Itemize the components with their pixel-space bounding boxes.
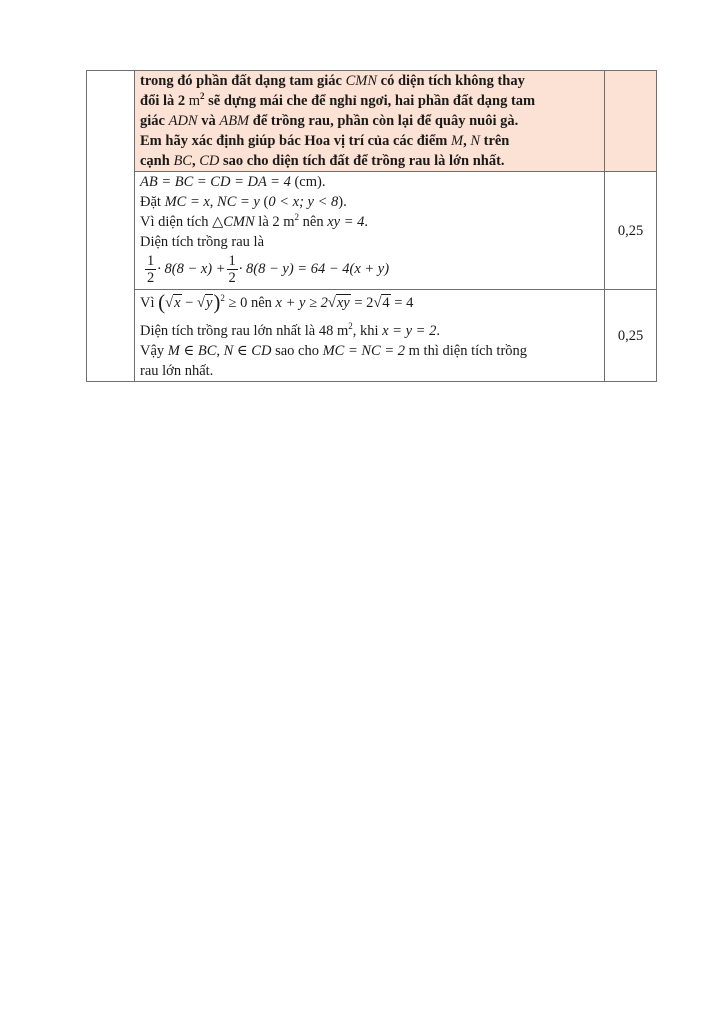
- math-var: CD: [199, 153, 220, 169]
- problem-score-cell: [605, 71, 657, 172]
- math-expr: 0 < x; y < 8: [268, 194, 339, 210]
- math-var: N: [470, 133, 480, 149]
- score-cell-1: 0,25: [605, 172, 657, 290]
- solution-2-line-1: Vì $(√x - √y)^2 \ge 0$ nên x + y ≥ 2√xy = 2√4 = 4: [140, 290, 414, 314]
- math-expr: x + y ≥ 2: [275, 295, 328, 311]
- text: = 2: [354, 295, 374, 311]
- math-var: ABM: [219, 113, 250, 129]
- question-number-cell: [87, 71, 135, 382]
- text: nên: [302, 214, 324, 230]
- text: Vì: [140, 295, 155, 311]
- solution-row-1: [87, 172, 657, 290]
- solution-1-line-1: [140, 172, 599, 192]
- text: sẽ dựng mái che để nghỉ ngơi, hai phần đất dạng tam: [208, 93, 536, 109]
- text: trên: [483, 133, 510, 149]
- problem-line-5: [140, 151, 599, 171]
- text: .: [436, 323, 440, 339]
- solution-2-line-2: [140, 321, 599, 341]
- text: ≥ 0 nên: [228, 295, 272, 311]
- math-var: CMN: [345, 73, 378, 89]
- number: 48: [318, 323, 334, 339]
- solution-row-2: [87, 290, 657, 382]
- exponent: 2: [200, 91, 205, 101]
- sqrt-expr: √xy: [327, 295, 350, 311]
- problem-statement: [135, 71, 604, 171]
- math-expr: △CMN: [212, 214, 255, 230]
- sqrt-expr: √4: [373, 295, 390, 311]
- unit: m: [336, 323, 349, 339]
- math-expr: x = y = 2: [382, 323, 437, 339]
- text: .: [364, 214, 369, 230]
- text: là 2: [258, 214, 280, 230]
- solution-1-line-3: [140, 212, 599, 232]
- sqrt-expr: √y: [196, 295, 213, 311]
- text: sao cho: [275, 343, 319, 359]
- solution-2: [135, 290, 604, 381]
- fraction: $\frac{1}{2}$: [147, 253, 155, 286]
- text: và: [201, 113, 216, 129]
- text: ,: [463, 133, 467, 149]
- solution-cell-2: [135, 290, 605, 382]
- math-expr: M ∈ BC: [167, 343, 217, 359]
- solution-cell-1: [135, 172, 605, 290]
- exponent: 2: [220, 293, 225, 303]
- problem-row: [87, 71, 657, 172]
- unit: m: [283, 214, 295, 230]
- math-expr: N ∈ CD: [223, 343, 272, 359]
- math-expr: · 8(8 − x) +: [157, 260, 226, 277]
- text: Em hãy xác định giúp bác Hoa vị trí của các điểm: [140, 133, 448, 149]
- solution-1-formula: [140, 252, 599, 289]
- text: Diện tích trồng rau lớn nhất là: [140, 323, 316, 339]
- text: = 4: [394, 295, 414, 311]
- unit: m: [188, 93, 201, 109]
- text: −: [185, 295, 194, 311]
- problem-line-1: [140, 71, 599, 91]
- exponent: 2: [294, 212, 300, 222]
- text: (: [263, 194, 269, 210]
- text: , khi: [352, 323, 379, 339]
- problem-statement-cell: [135, 71, 605, 172]
- text: Vì diện tích: [140, 214, 209, 230]
- math-var: BC: [173, 153, 192, 169]
- unit: (cm).: [294, 174, 326, 190]
- score-cell-2: 0,25: [605, 290, 657, 382]
- text: để trồng rau, phần còn lại để quây nuôi gà.: [252, 113, 519, 129]
- math-expr: · 8(8 − y) = 64 − 4(x + y): [238, 260, 390, 277]
- text: sao cho diện tích đất để trồng rau là lớn nhất.: [223, 153, 505, 169]
- text: giác: [140, 113, 165, 129]
- math-expr: xy = 4: [327, 214, 365, 230]
- math-var: M: [450, 133, 464, 149]
- text: ,: [216, 343, 221, 359]
- exponent: 2: [348, 321, 353, 331]
- answer-table: [86, 70, 657, 382]
- math-expr: MC = NC = 2: [322, 343, 406, 359]
- solution-2-line-4: rau lớn nhất.: [140, 363, 214, 379]
- text: ).: [338, 194, 347, 210]
- text: m thì diện tích trồng: [408, 343, 528, 359]
- text: Vậy: [140, 343, 165, 359]
- solution-1-line-4: Diện tích trồng rau là: [140, 234, 265, 250]
- text: ,: [191, 153, 196, 169]
- fraction: $\frac{1}{2}$: [228, 253, 236, 286]
- math-expr: AB = BC = CD = DA = 4: [140, 174, 291, 190]
- problem-line-2: [140, 91, 599, 111]
- solution-1: [135, 172, 604, 289]
- text: đổi là 2: [140, 93, 186, 109]
- problem-line-4: [140, 131, 599, 151]
- sqrt-expr: √x: [165, 295, 181, 311]
- solution-2-line-3: [140, 341, 599, 361]
- math-var: ADN: [168, 113, 198, 129]
- math-expr: NC = y: [217, 194, 260, 210]
- text: ,: [209, 194, 214, 210]
- math-expr: MC = x: [164, 194, 210, 210]
- text: Đặt: [140, 194, 161, 210]
- text: có diện tích không thay: [380, 73, 525, 89]
- text: cạnh: [140, 153, 170, 169]
- text: trong đó phần đất dạng tam giác: [140, 73, 342, 89]
- solution-1-line-2: [140, 192, 599, 212]
- problem-line-3: [140, 111, 599, 131]
